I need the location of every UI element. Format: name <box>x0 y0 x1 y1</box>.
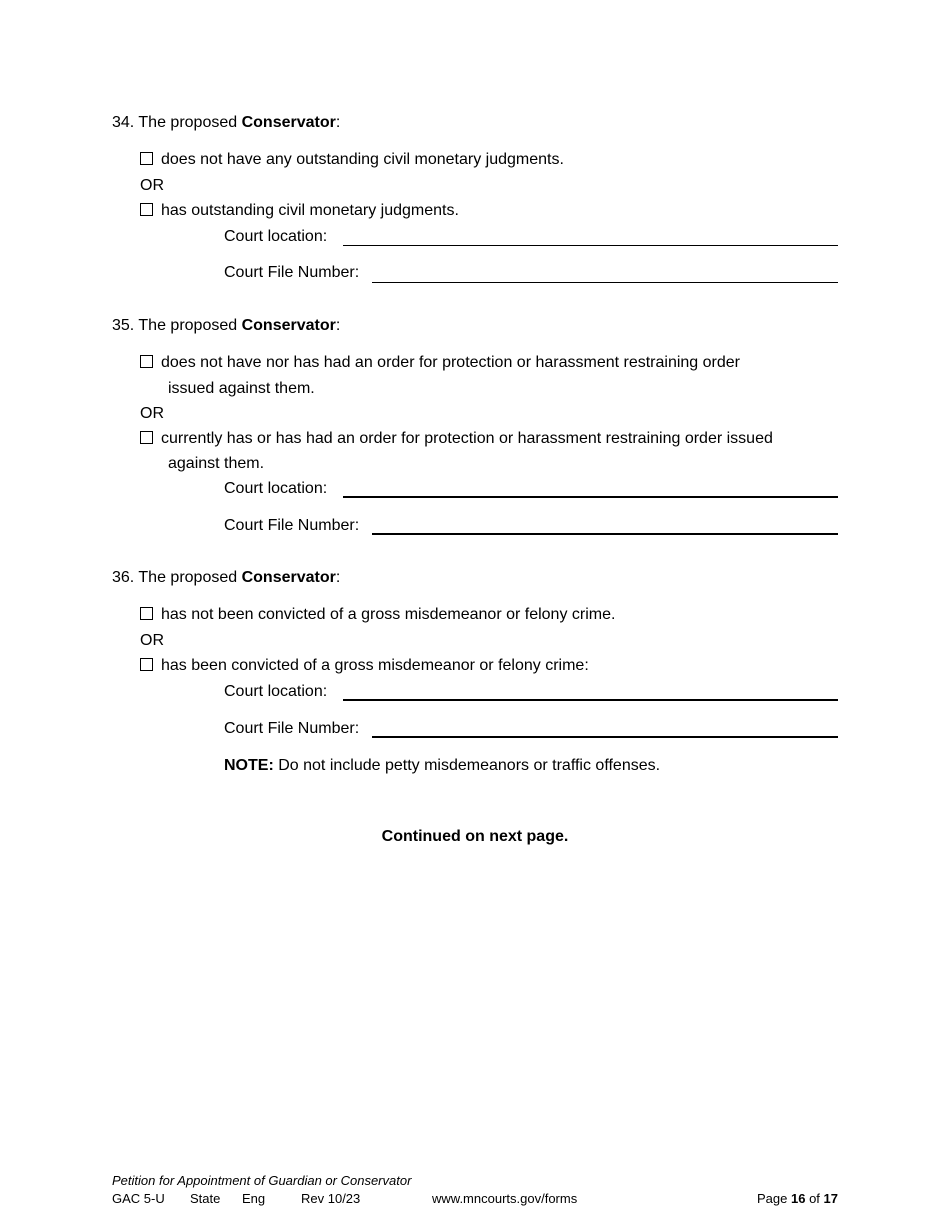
subject-conservator: Conservator <box>241 317 336 334</box>
option-text: does not have nor has had an order for protection or harassment restraining order <box>161 354 740 371</box>
court-location-field[interactable] <box>343 245 838 246</box>
footer-jurisdiction: State <box>190 1191 221 1206</box>
or-separator: OR <box>140 405 164 422</box>
option-text: has outstanding civil monetary judgments. <box>161 202 459 219</box>
checkbox[interactable] <box>140 152 153 165</box>
option-text: currently has or has had an order for protection or harassment restraining order issued <box>161 430 773 447</box>
court-location-label: Court location: <box>224 228 328 245</box>
court-location-label: Court location: <box>224 480 328 497</box>
checkbox[interactable] <box>140 355 153 368</box>
or-separator: OR <box>140 177 164 194</box>
footer-form-title: Petition for Appointment of Guardian or Conservator <box>112 1173 412 1188</box>
footer-website: www.mncourts.gov/forms <box>432 1191 578 1206</box>
court-file-number-field[interactable] <box>372 736 838 738</box>
question-34-heading: 34. The proposed Conservator: <box>112 114 341 131</box>
court-file-number-label: Court File Number: <box>224 517 360 534</box>
note-text: Do not include petty misdemeanors or traffic offenses. <box>278 757 661 774</box>
q34-option-no-judgments <box>140 151 564 169</box>
note-label: NOTE: <box>224 757 274 774</box>
court-file-number-field[interactable] <box>372 533 838 535</box>
option-text-continuation: against them. <box>168 455 265 472</box>
footer-language: Eng <box>242 1191 266 1206</box>
question-36-heading: 36. The proposed Conservator: <box>112 569 341 586</box>
option-text: has not been convicted of a gross misdemeanor or felony crime. <box>161 606 616 623</box>
q36-option-convicted <box>140 657 589 675</box>
court-file-number-label: Court File Number: <box>224 720 360 737</box>
court-location-field[interactable] <box>343 699 838 701</box>
footer-form-id: GAC 5-U <box>112 1191 165 1206</box>
subject-conservator: Conservator <box>241 569 336 586</box>
option-text: has been convicted of a gross misdemeanor or felony crime: <box>161 657 589 674</box>
footer-revision: Rev 10/23 <box>301 1191 361 1206</box>
or-separator: OR <box>140 632 164 649</box>
checkbox[interactable] <box>140 607 153 620</box>
option-text: does not have any outstanding civil monetary judgments. <box>161 151 564 168</box>
footer-page-number: Page 16 of 17 <box>756 1191 838 1206</box>
q35-option-has-order <box>140 430 773 448</box>
q36-option-not-convicted <box>140 606 615 624</box>
checkbox[interactable] <box>140 431 153 444</box>
checkbox[interactable] <box>140 658 153 671</box>
note <box>224 757 660 775</box>
court-location-field[interactable] <box>343 496 838 498</box>
question-35-heading: 35. The proposed Conservator: <box>112 317 341 334</box>
court-file-number-field[interactable] <box>372 282 838 283</box>
q35-option-no-order <box>140 354 740 372</box>
court-location-label: Court location: <box>224 683 328 700</box>
q34-option-has-judgments <box>140 202 459 220</box>
continued-notice: Continued on next page. <box>381 828 569 845</box>
checkbox[interactable] <box>140 203 153 216</box>
option-text-continuation: issued against them. <box>168 380 315 397</box>
subject-conservator: Conservator <box>241 114 336 131</box>
court-file-number-label: Court File Number: <box>224 264 360 281</box>
